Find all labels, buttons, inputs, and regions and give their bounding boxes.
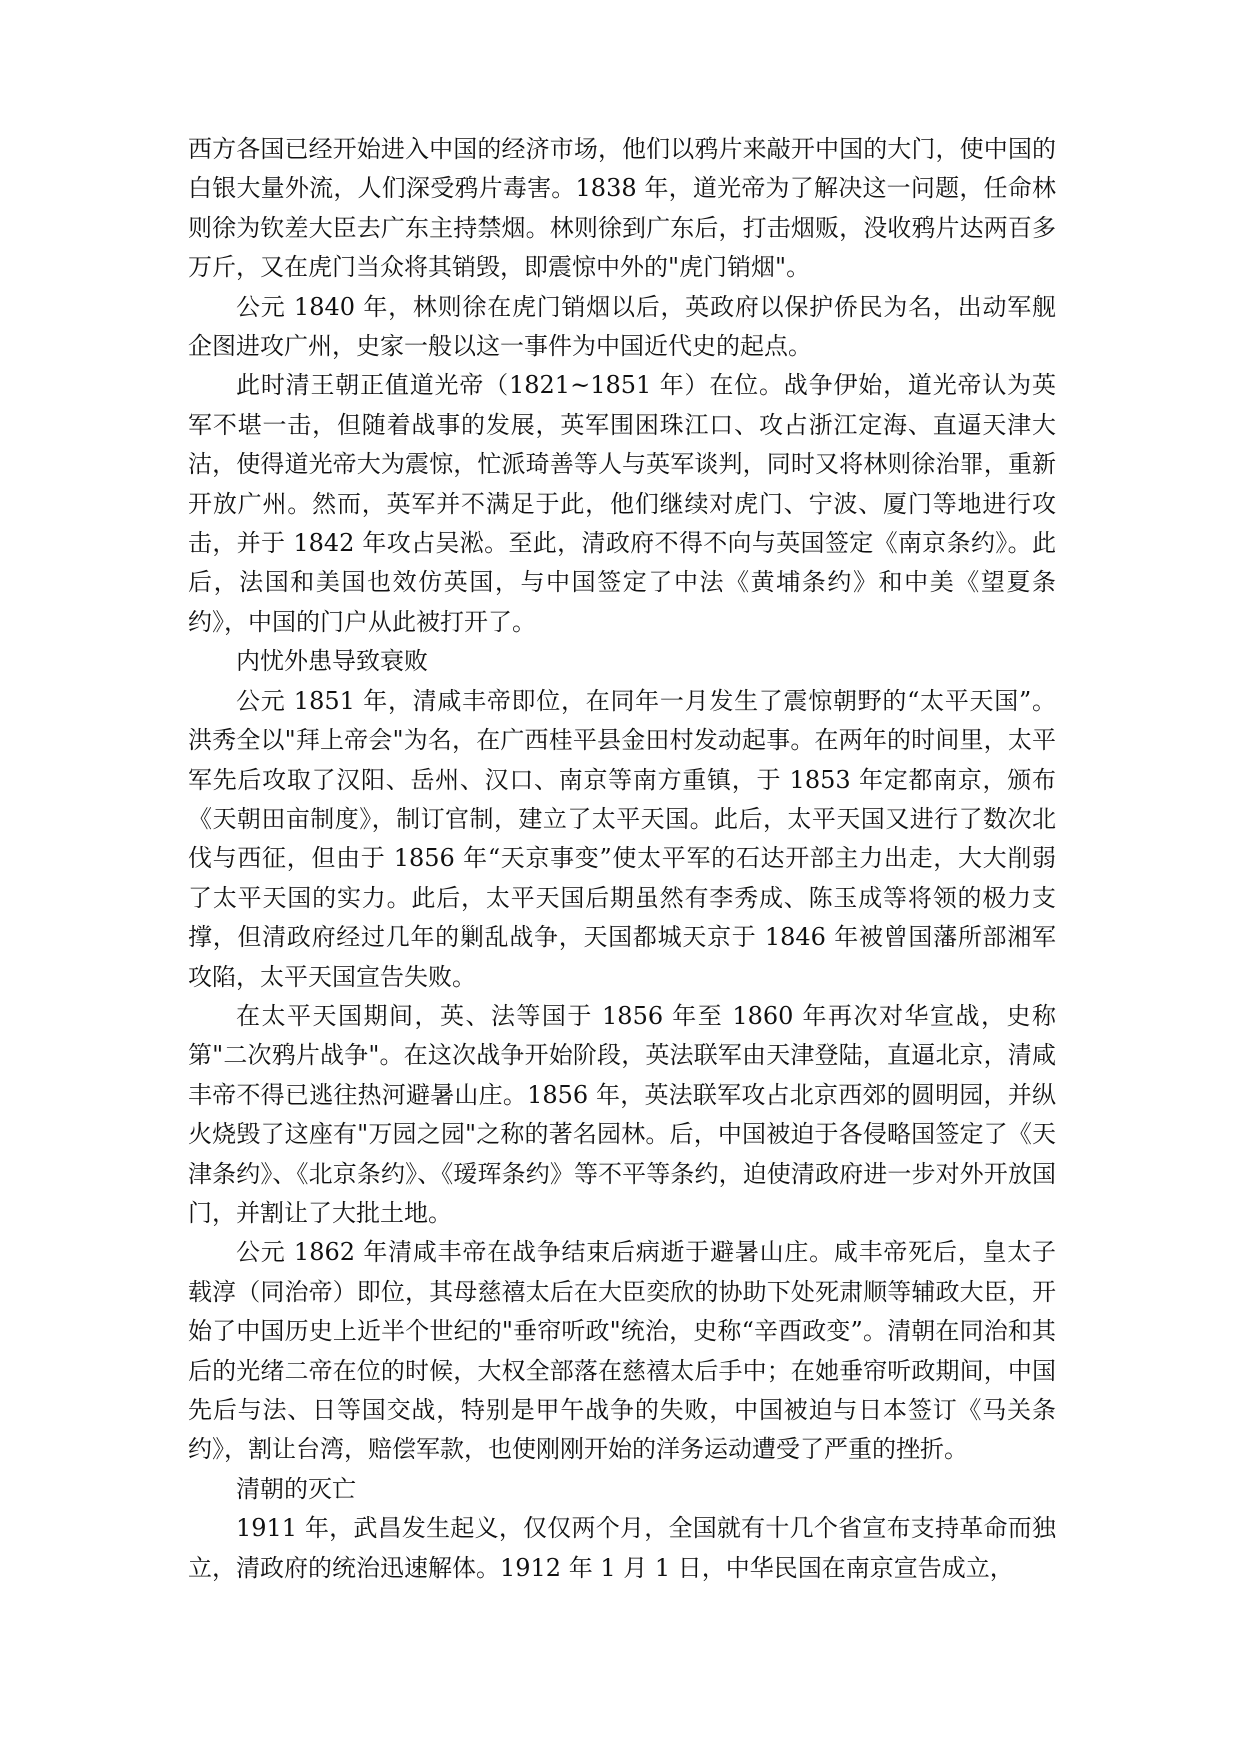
paragraph-opium-trade: 西方各国已经开始进入中国的经济市场，他们以鸦片来敲开中国的大门，使中国的白银大量外流，人们深受鸦片毒害。1838 年，道光帝为了解决这一问题，任命林则徐为钦差大臣去广东主持禁烟。林则徐到广东后，打击烟贩，没收鸦片达两百多万斤，又在虎门当众将其销毁，即震惊中外的"虎门销烟"。 (188, 135, 1056, 282)
document-body (188, 130, 1056, 1588)
paragraph-1840-war: 公元 1840 年，林则徐在虎门销烟以后，英政府以保护侨民为名，出动军舰企图进攻广州，史家一般以这一事件为中国近代史的起点。 (188, 292, 1056, 361)
paragraph-daoguang-reign: 此时清王朝正值道光帝（1821~1851 年）在位。战争伊始，道光帝认为英军不堪一击，但随着战事的发展，英军围困珠江口、攻占浙江定海、直逼天津大沽，使得道光帝大为震惊，忙派琦善等人与英军谈判，同时又将林则徐治罪，重新开放广州。然而，英军并不满足于此，他们继续对虎门、宁波、厦门等地进行攻击，并于 1842 年攻占吴淞。至此，清政府不得不向与英国签定《南京条约》。此后，法国和美国也效仿英国，与中国签定了中法《黄埔条约》和中美《望夏条约》，中国的门户从此被打开了。 (188, 371, 1056, 636)
paragraph-taiping: 公元 1851 年，清咸丰帝即位，在同年一月发生了震惊朝野的“太平天国”。洪秀全以"拜上帝会"为名，在广西桂平县金田村发动起事。在两年的时间里，太平军先后攻取了汉阳、岳州、汉口、南京等南方重镇，于 1853 年定都南京，颁布《天朝田亩制度》，制订官制，建立了太平天国。此后，太平天国又进行了数次北伐与西征，但由于 1856 年“天京事变”使太平军的石达开部主力出走，大大削弱了太平天国的实力。此后，太平天国后期虽然有李秀成、陈玉成等将领的极力支撑，但清政府经过几年的剿乱战争，天国都城天京于 1846 年被曾国藩所部湘军攻陷，太平天国宣告失败。 (188, 686, 1056, 991)
paragraph-cixi-regency: 公元 1862 年清咸丰帝在战争结束后病逝于避暑山庄。咸丰帝死后，皇太子载淳（同治帝）即位，其母慈禧太后在大臣奕欣的协助下处死肃顺等辅政大臣，开始了中国历史上近半个世纪的"垂帘听政"统治，史称“辛酉政变”。清朝在同治和其后的光绪二帝在位的时候，大权全部落在慈禧太后手中；在她垂帘听政期间，中国先后与法、日等国交战，特别是甲午战争的失败，中国被迫与日本签订《马关条约》，割让台湾，赔偿军款，也使刚刚开始的洋务运动遭受了严重的挫折。 (188, 1238, 1056, 1464)
section-heading-decline: 内忧外患导致衰败 (236, 647, 428, 676)
section-heading-fall: 清朝的灭亡 (236, 1474, 356, 1503)
paragraph-second-opium-war: 在太平天国期间，英、法等国于 1856 年至 1860 年再次对华宣战，史称第"二次鸦片战争"。在这次战争开始阶段，英法联军由天津登陆，直逼北京，清咸丰帝不得已逃往热河避暑山庄。1856 年，英法联军攻占北京西郊的圆明园，并纵火烧毁了这座有"万园之园"之称的著名园林。后，中国被迫于各侵略国签定了《天津条约》、《北京条约》、《瑷珲条约》等不平等条约，迫使清政府进一步对外开放国门，并割让了大批土地。 (188, 1001, 1056, 1227)
paragraph-1911-revolution: 1911 年，武昌发生起义，仅仅两个月，全国就有十几个省宣布支持革命而独立，清政府的统治迅速解体。1912 年 1 月 1 日，中华民国在南京宣告成立， (188, 1514, 1056, 1582)
